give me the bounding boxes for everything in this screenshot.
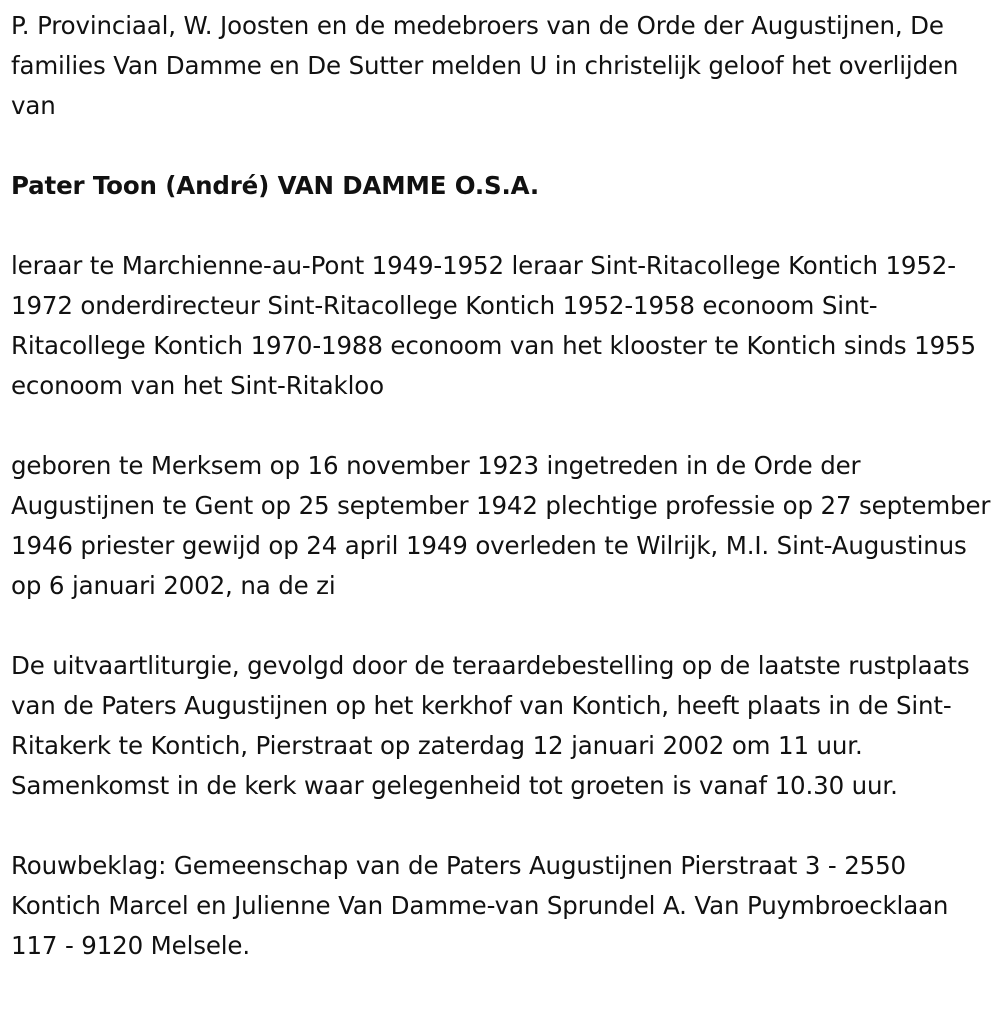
deceased-name: Pater Toon (André) VAN DAMME O.S.A. [11,171,540,200]
career-paragraph: leraar te Marchienne-au-Pont 1949-1952 leraar Sint-Ritacollege Kontich 1952-1972 onderdirecteur Sint-Ritacollege Kontich 1952-1958 econoom Sint-Ritacollege Kontich 1970-1988 econoom van het klooster te Kontich sinds 1955 econoom van het Sint-Ritakloo [11,251,976,400]
intro-paragraph: P. Provinciaal, W. Joosten en de medebroers van de Orde der Augustijnen, De families Van Damme en De Sutter melden U in christelijk geloof het overlijden van [11,11,959,120]
biography-paragraph: geboren te Merksem op 16 november 1923 ingetreden in de Orde der Augustijnen te Gent op 25 september 1942 plechtige professie op 27 september 1946 priester gewijd op 24 april 1949 overleden te Wilrijk, M.I. Sint-Augustinus op 6 januari 2002, na de zi [11,451,991,600]
condolences-paragraph: Rouwbeklag: Gemeenschap van de Paters Augustijnen Pierstraat 3 - 2550 Kontich Marcel en Julienne Van Damme-van Sprundel A. Van Puymbroecklaan 117 - 9120 Melsele. [11,851,949,960]
funeral-paragraph: De uitvaartliturgie, gevolgd door de teraardebestelling op de laatste rustplaats van de Paters Augustijnen op het kerkhof van Kontich, heeft plaats in de Sint-Ritakerk te Kontich, Pierstraat op zaterdag 12 januari 2002 om 11 uur. Samenkomst in de kerk waar gelegenheid tot groeten is vanaf 10.30 uur. [11,651,970,800]
obituary-document [11,6,996,966]
